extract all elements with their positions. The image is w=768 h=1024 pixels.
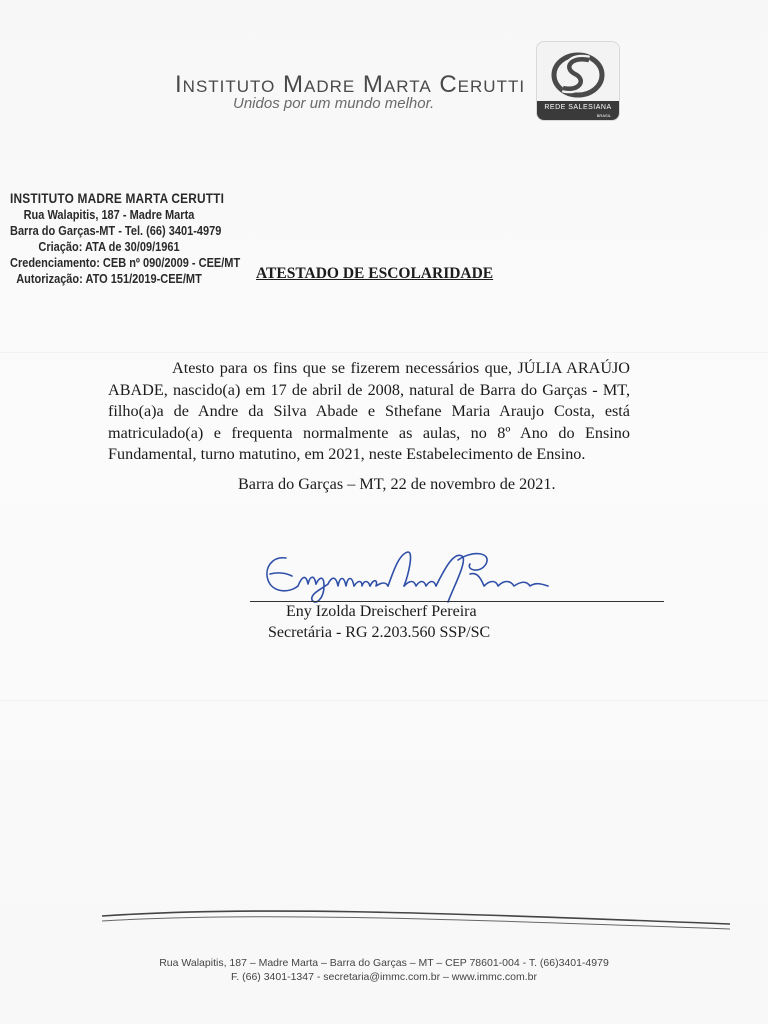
footer-divider <box>100 902 732 932</box>
stamp-line: Autorização: ATO 151/2019-CEE/MT <box>16 272 202 286</box>
institution-name: Instituto Madre Marta Cerutti <box>175 71 526 98</box>
stamp-line: Rua Walapitis, 187 - Madre Marta <box>23 208 195 222</box>
institution-stamp <box>10 191 241 287</box>
place-date: Barra do Garças – MT, 22 de novembro de 2021. <box>238 475 556 493</box>
certificate-paragraph: Atesto para os fins que se fizerem necessários que, JÚLIA ARAÚJO ABADE, nascido(a) em 17 de abril de 2008, natural de Barra do Garças - MT, filho(a)a de Andre da Silva Abade e Sthefane Maria Araujo Costa, está matriculado(a) e frequenta normalmente as aulas, no 8º Ano do Ensino Fundamental, turno matutino, em 2021, neste Estabelecimento de Ensino. <box>108 359 630 463</box>
certificate-body <box>108 358 630 466</box>
institution-slogan: Unidos por um mundo melhor. <box>233 95 435 112</box>
document-title: ATESTADO DE ESCOLARIDADE <box>256 265 494 282</box>
salesian-logo-icon <box>549 48 607 102</box>
logo-band-text: REDE SALESIANA <box>544 104 612 111</box>
signature-line <box>250 601 664 602</box>
paper-fold-line <box>0 352 768 353</box>
footer-contact: F. (66) 3401-1347 - secretaria@immc.com.br – www.immc.com.br <box>231 971 537 983</box>
handwritten-signature <box>258 546 558 608</box>
logo-band-subtext: BRASIL <box>596 113 611 118</box>
logo-band <box>537 101 619 120</box>
footer-address: Rua Walapitis, 187 – Madre Marta – Barra do Garças – MT – CEP 78601-004 - T. (66)3401-4979 <box>159 957 609 969</box>
stamp-line: Barra do Garças-MT - Tel. (66) 3401-4979 <box>10 224 222 238</box>
stamp-line: INSTITUTO MADRE MARTA CERUTTI <box>10 191 225 206</box>
paper-fold-line <box>0 700 768 701</box>
signatory-role: Secretária - RG 2.203.560 SSP/SC <box>268 624 491 641</box>
stamp-line: Credenciamento: CEB nº 090/2009 - CEE/MT <box>10 256 241 270</box>
stamp-line: Criação: ATA de 30/09/1961 <box>38 240 180 254</box>
salesian-logo <box>536 41 620 121</box>
signatory-name: Eny Izolda Dreischerf Pereira <box>286 603 477 620</box>
